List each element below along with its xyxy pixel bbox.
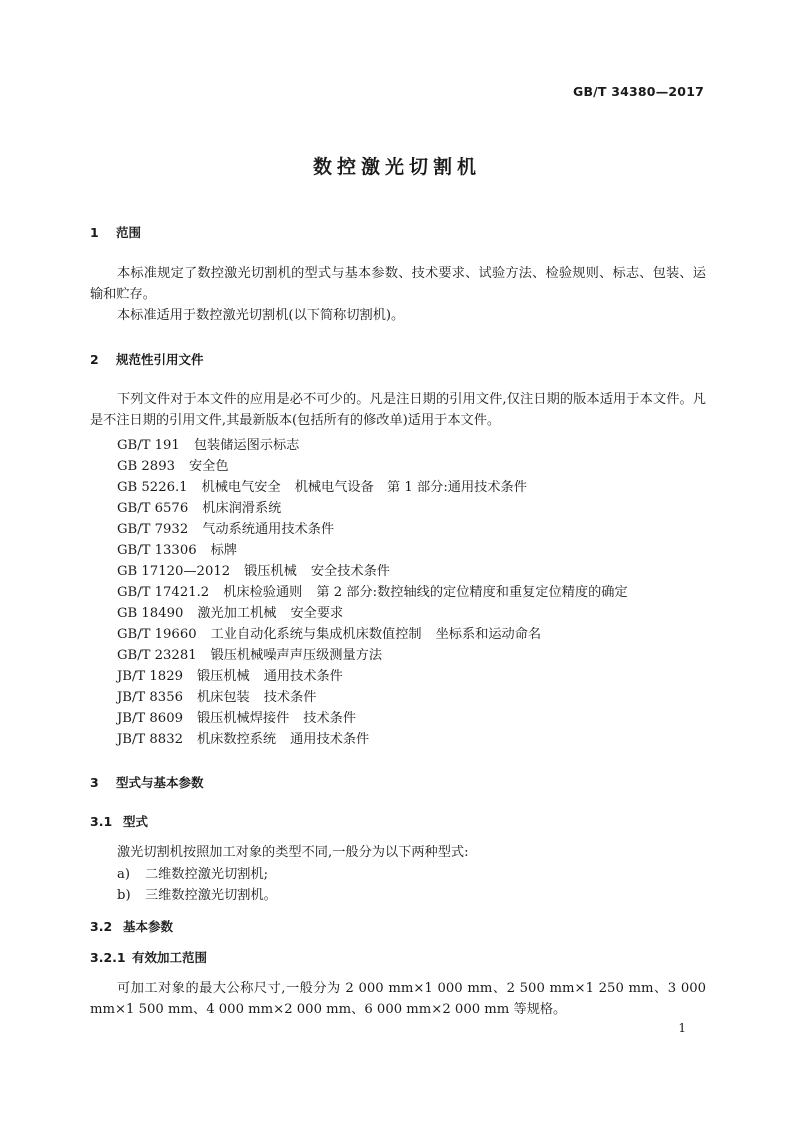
section-heading-3 (90, 773, 204, 791)
reference-title: 机床润滑系统 (202, 501, 282, 516)
reference-title: 锻压机械 (196, 669, 250, 684)
reference-item (117, 623, 541, 642)
section-number: 2 (90, 352, 99, 367)
reference-item (117, 455, 229, 474)
reference-title: 工业自动化系统与集成机床数值控制 (210, 627, 422, 642)
section-title: 有效加工范围 (132, 950, 208, 965)
reference-title: 气动系统通用技术条件 (202, 522, 335, 537)
section-number: 3.2.1 (90, 950, 126, 965)
reference-code: GB/T 6576 (117, 501, 189, 516)
paragraph: 可加工对象的最大公称尺寸,一般分为 2 000 mm×1 000 mm、2 500 mm×1 250 mm、3 000 mm×1 500 mm、4 000 mm×2 000 mm、6 000 mm×2 000 mm 等规格。 (90, 981, 706, 1017)
reference-code: GB/T 17421.2 (117, 585, 210, 600)
reference-item (117, 539, 237, 558)
section-heading-1 (90, 223, 141, 241)
reference-code: GB/T 23281 (117, 648, 197, 663)
reference-title: 包装储运图示标志 (193, 438, 300, 453)
section-number: 3 (90, 775, 99, 790)
paragraph: 下列文件对于本文件的应用是必不可少的。凡是注日期的引用文件,仅注日期的版本适用于本文件。凡是不注日期的引用文件,其最新版本(包括所有的修改单)适用于本文件。 (90, 392, 706, 428)
reference-code: JB/T 8832 (117, 732, 183, 747)
section-title: 规范性引用文件 (116, 352, 204, 367)
reference-title: 机床数控系统 (196, 732, 277, 747)
section-title: 型式与基本参数 (116, 775, 204, 790)
reference-code: JB/T 8609 (117, 711, 183, 726)
reference-item (117, 707, 356, 726)
reference-title: 机床包装 (196, 690, 250, 705)
section-title: 型式 (123, 814, 149, 829)
page-number: 1 (678, 1021, 686, 1035)
reference-title: 锻压机械噪声声压级测量方法 (210, 648, 383, 663)
reference-subtitle: 通用技术条件 (290, 732, 370, 747)
reference-title: 标牌 (210, 543, 237, 558)
reference-item (117, 728, 369, 747)
list-item (117, 863, 268, 882)
reference-subtitle: 安全技术条件 (310, 564, 390, 579)
list-text: 三维数控激光切割机。 (145, 888, 277, 903)
reference-subtitle: 技术条件 (263, 690, 317, 705)
list-item (117, 884, 277, 903)
reference-code: GB/T 191 (117, 438, 180, 453)
reference-item (117, 560, 390, 579)
section-heading-3-2 (90, 917, 173, 935)
reference-item (117, 497, 281, 516)
reference-code: GB/T 19660 (117, 627, 197, 642)
reference-item (117, 665, 343, 684)
list-marker: a) (117, 867, 131, 882)
reference-code: JB/T 1829 (117, 669, 183, 684)
reference-title: 机械电气安全 (201, 480, 281, 495)
section-heading-2 (90, 350, 204, 368)
section-number: 1 (90, 225, 99, 240)
reference-item (117, 518, 334, 537)
reference-item (117, 644, 382, 663)
section-heading-3-1 (90, 812, 148, 830)
reference-item (117, 686, 316, 705)
reference-code: JB/T 8356 (117, 690, 183, 705)
section-number: 3.2 (90, 919, 113, 934)
reference-code: GB/T 13306 (117, 543, 197, 558)
reference-title: 锻压机械 (244, 564, 297, 579)
reference-item (117, 476, 527, 495)
reference-code: GB 5226.1 (117, 480, 188, 495)
reference-subtitle: 安全要求 (290, 606, 344, 621)
list-text: 二维数控激光切割机; (145, 867, 269, 882)
document-title: 数控激光切割机 (312, 156, 481, 178)
reference-title: 安全色 (188, 459, 229, 474)
reference-code: GB/T 7932 (117, 522, 189, 537)
paragraph: 本标准适用于数控激光切割机(以下简称切割机)。 (117, 308, 405, 323)
paragraph: 激光切割机按照加工对象的类型不同,一般分为以下两种型式: (117, 845, 469, 860)
reference-title: 机床检验通则 (223, 585, 303, 600)
reference-subtitle: 坐标系和运动命名 (435, 627, 542, 642)
section-heading-3-2-1 (90, 948, 207, 966)
section-title: 范围 (116, 225, 142, 240)
reference-item (117, 581, 628, 600)
reference-code: GB 2893 (117, 459, 175, 474)
reference-subtitle: 第 2 部分:数控轴线的定位精度和重复定位精度的确定 (316, 585, 628, 600)
reference-subtitle: 技术条件 (303, 711, 357, 726)
reference-item (117, 434, 299, 453)
list-marker: b) (117, 888, 131, 903)
reference-code: GB 18490 (117, 606, 184, 621)
reference-subtitle: 机械电气设备 第 1 部分:通用技术条件 (294, 480, 527, 495)
paragraph: 本标准规定了数控激光切割机的型式与基本参数、技术要求、试验方法、检验规则、标志、包装、运输和贮存。 (90, 266, 706, 302)
reference-title: 激光加工机械 (197, 606, 277, 621)
section-number: 3.1 (90, 814, 113, 829)
reference-subtitle: 通用技术条件 (263, 669, 343, 684)
reference-code: GB 17120—2012 (117, 564, 231, 579)
section-title: 基本参数 (123, 919, 174, 934)
standard-code: GB/T 34380—2017 (572, 84, 704, 99)
reference-title: 锻压机械焊接件 (196, 711, 290, 726)
reference-item (117, 602, 343, 621)
